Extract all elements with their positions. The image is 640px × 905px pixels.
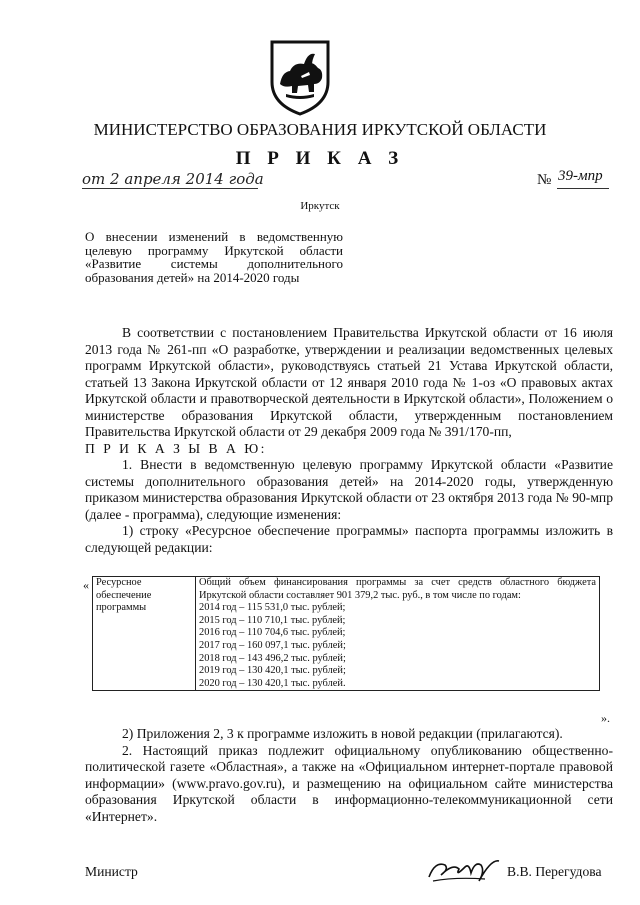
table-label-cell: Ресурсное обеспечение программы (93, 577, 196, 691)
handwritten-number: 39-мпр (558, 168, 603, 184)
handwritten-signature-icon (425, 855, 505, 887)
table-row (93, 577, 600, 691)
year-row: 2019 год – 130 420,1 тыс. рублей; (199, 665, 346, 677)
resource-table (92, 576, 600, 691)
preamble-paragraph: В соответствии с постановлением Правительства Иркутской области от 16 июля 2013 года № 261-пп «О разработке, утверждении и реализации ведомственных целевых программ Иркутской области», руководствуясь статьей 21 Устава Иркутской области, статьей 13 Закона Иркутской области от 12 января 2010 года № 1-оз «О правовых актах Иркутской области и правотворческой деятельности в Иркутской области», Положением о министерстве образования Иркутской области, утвержденным постановлением Правительства Иркутской области от 29 декабря 2009 года № 391/170-пп, (85, 325, 613, 439)
year-row: 2016 год – 110 704,6 тыс. рублей; (199, 627, 346, 639)
year-row: 2018 год – 143 496,2 тыс. рублей; (199, 652, 346, 664)
paragraph-1-1: 1) строку «Ресурсное обеспечение программы» паспорта программы изложить в следующей редакции: (85, 523, 613, 555)
paragraph-1-2: 2) Приложения 2, 3 к программе изложить в новой редакции (прилагаются). (122, 726, 563, 741)
number-label: № (537, 172, 552, 188)
prikazyvayu-heading: П Р И К А З Ы В А Ю: (85, 440, 267, 456)
date-underline (82, 188, 258, 189)
paragraph-1: 1. Внести в ведомственную целевую программу Иркутской области «Развитие системы дополнительного образования детей» на 2014-2020 годы, утвержденную приказом министерства образования Иркутской области от 23 октября 2013 года № 90-мпр (далее - программа), следующие изменения: (85, 457, 613, 522)
year-row: 2014 год – 115 531,0 тыс. рублей; (199, 602, 346, 614)
order-body-bottom (85, 726, 613, 825)
number-underline (557, 188, 609, 189)
year-row: 2015 год – 110 710,1 тыс. рублей; (199, 614, 346, 626)
table-open-quote: « (83, 578, 89, 592)
coat-of-arms-icon (268, 38, 332, 116)
year-row: 2020 год – 130 420,1 тыс. рублей. (199, 677, 346, 689)
handwritten-date: от 2 апреля 2014 года (82, 170, 264, 188)
order-title: П Р И К А З (235, 148, 405, 169)
order-body-top (85, 325, 613, 556)
signatory-title: Министр (85, 864, 138, 879)
ministry-name: МИНИСТЕРСТВО ОБРАЗОВАНИЯ ИРКУТСКОЙ ОБЛАСТИ (93, 120, 547, 139)
table-value-cell (196, 577, 600, 691)
table-close-quote: ». (601, 711, 610, 725)
signatory-name: В.В. Перегудова (507, 864, 602, 879)
order-subject: О внесении изменений в ведомственную целевую программу Иркутской области «Развитие системы дополнительного образования детей» на 2014-2020 годы (85, 229, 343, 285)
year-row: 2017 год – 160 097,1 тыс. рублей; (199, 639, 346, 651)
city: Иркутск (300, 200, 340, 212)
paragraph-2: 2. Настоящий приказ подлежит официальному опубликованию общественно-политической газете «Областная», а также на «Официальном интернет-портале правовой информации» (www.pravo.gov.ru), и размещению на официальном сайте министерства образования Иркутской области в информационно-телекоммуникационной сети «Интернет». (85, 742, 613, 824)
financing-intro: Общий объем финансирования программы за счет средств областного бюджета Иркутской области составляет 901 379,2 тыс. руб., в том числе по годам: (199, 577, 596, 601)
